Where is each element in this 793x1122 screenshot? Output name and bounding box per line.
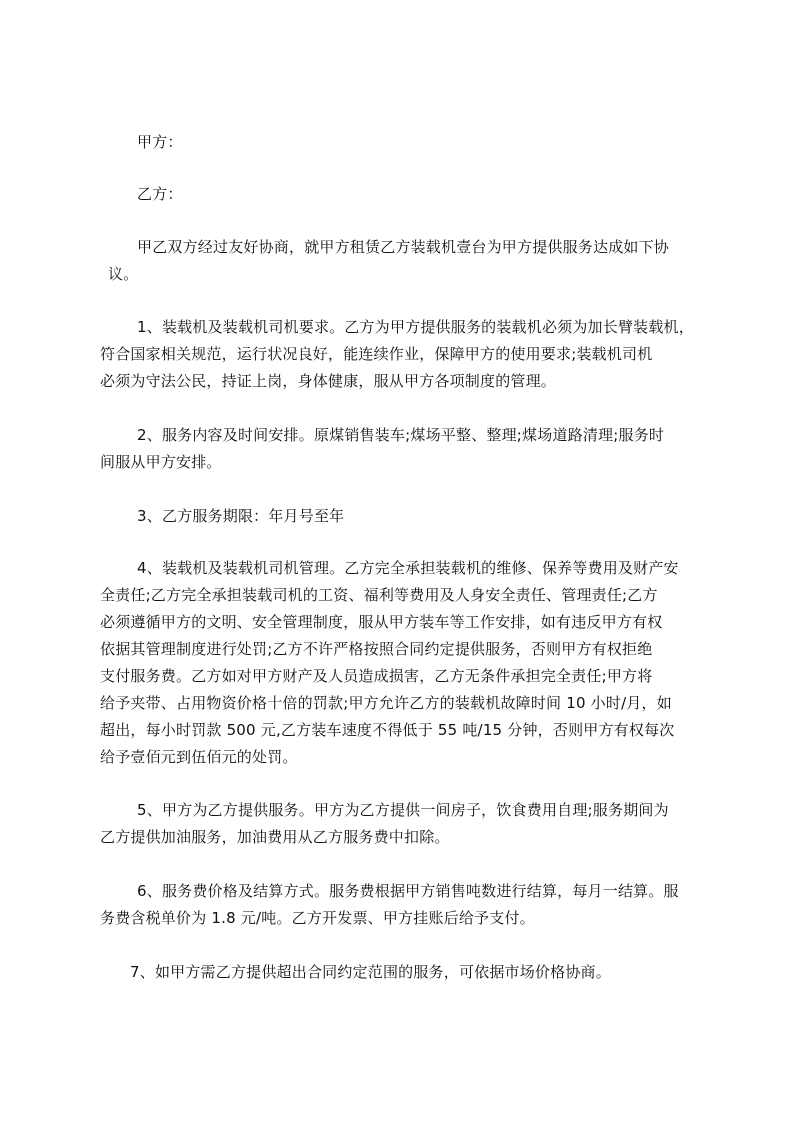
clause-line: 6、服务费价格及结算方式。服务费根据甲方销售吨数进行结算，每月一结算。服: [137, 882, 679, 900]
clause-line: 依据其管理制度进行处罚;乙方不许严格按照合同约定提供服务，否则甲方有权拒绝: [100, 640, 653, 658]
clause-line: 给予夹带、占用物资价格十倍的罚款;甲方允许乙方的装载机故障时间 10 小时/月，如: [100, 694, 672, 712]
party-a-label: 甲方：: [137, 133, 183, 151]
clause-line: 2、服务内容及时间安排。原煤销售装车;煤场平整、整理;煤场道路清理;服务时: [137, 426, 665, 444]
clause-line: 必须遵循甲方的文明、安全管理制度，服从甲方装车等工作安排，如有违反甲方有权: [100, 613, 663, 631]
clause-line: 乙方提供加油服务，加油费用从乙方服务费中扣除。: [100, 828, 450, 846]
clause-line: 5、甲方为乙方提供服务。甲方为乙方提供一间房子，饮食费用自理;服务期间为: [137, 801, 669, 819]
clause-line: 支付服务费。乙方如对甲方财产及人员造成损害，乙方无条件承担完全责任;甲方将: [100, 667, 653, 685]
clause-line: 务费含税单价为 1.8 元/吨。乙方开发票、甲方挂账后给予支付。: [100, 909, 535, 927]
clause-line: 1、装载机及装载机司机要求。乙方为甲方提供服务的装载机必须为加长臂装载机，: [137, 318, 694, 336]
clause-line: 符合国家相关规范，运行状况良好，能连续作业，保障甲方的使用要求;装载机司机: [100, 345, 653, 363]
clause-line: 给予壹佰元到伍佰元的处罚。: [100, 748, 298, 766]
clause-line: 3、乙方服务期限：年月号至年: [137, 507, 345, 525]
clause-line: 超出，每小时罚款 500 元,乙方装车速度不得低于 55 吨/15 分钟，否则甲方有权每次: [100, 721, 675, 739]
clause-line: 4、装载机及装载机司机管理。乙方完全承担装载机的维修、保养等费用及财产安: [137, 559, 679, 577]
intro-line: 议。: [108, 265, 139, 283]
clause-line: 7、如甲方需乙方提供超出合同约定范围的服务，可依据市场价格协商。: [130, 963, 611, 981]
party-b-label: 乙方：: [137, 185, 183, 203]
clause-line: 间服从甲方安排。: [100, 453, 222, 471]
clause-line: 全责任;乙方完全承担装载司机的工资、福利等费用及人身安全责任、管理责任;乙方: [100, 586, 658, 604]
clause-line: 必须为守法公民，持证上岗，身体健康，服从甲方各项制度的管理。: [100, 372, 557, 390]
intro-line: 甲乙双方经过友好协商，就甲方租赁乙方装载机壹台为甲方提供服务达成如下协: [137, 238, 670, 256]
